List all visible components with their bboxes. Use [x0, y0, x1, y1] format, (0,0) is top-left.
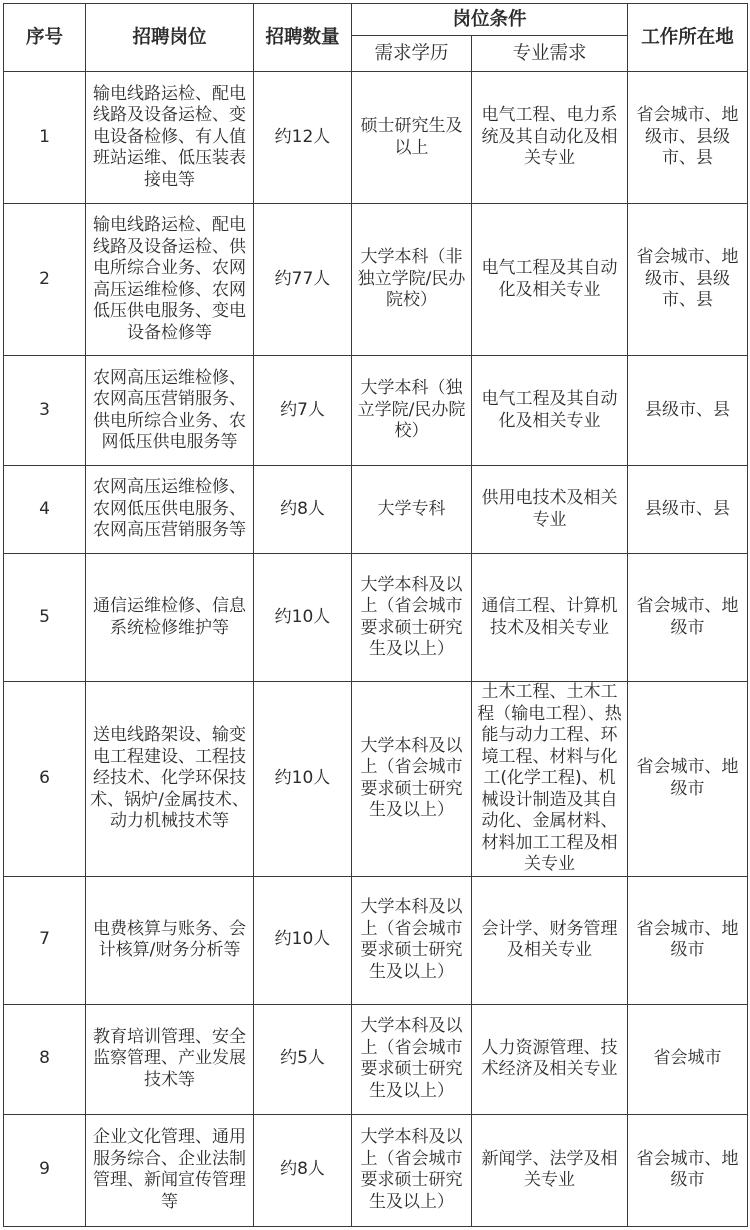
header-major: 专业需求	[472, 36, 628, 72]
cell-education: 大学本科及以上（省会城市要求硕士研究生及以上）	[352, 1114, 472, 1226]
cell-location: 县级市、县	[628, 466, 748, 554]
cell-position: 教育培训管理、安全监察管理、产业发展技术等	[86, 1004, 254, 1114]
header-education: 需求学历	[352, 36, 472, 72]
cell-position: 送电线路架设、输变电工程建设、工程技经技术、化学环保技术、锅炉/金属技术、动力机械技术等	[86, 682, 254, 877]
table-row	[4, 682, 748, 877]
cell-seq: 2	[4, 204, 86, 356]
header-seq: 序号	[4, 4, 86, 72]
cell-position: 电费核算与账务、会计核算/财务分析等	[86, 876, 254, 1004]
cell-count: 约8人	[254, 466, 352, 554]
cell-education: 大学专科	[352, 466, 472, 554]
cell-location: 省会城市、地级市	[628, 682, 748, 877]
table-row	[4, 1114, 748, 1226]
cell-position: 通信运维检修、信息系统检修维护等	[86, 554, 254, 682]
cell-position: 农网高压运维检修、农网高压营销服务、供电所综合业务、农网低压供电服务等	[86, 356, 254, 466]
cell-education: 大学本科（独立学院/民办院校）	[352, 356, 472, 466]
table-row	[4, 204, 748, 356]
cell-major: 通信工程、计算机技术及相关专业	[472, 554, 628, 682]
cell-position: 输电线路运检、配电线路及设备运检、供电所综合业务、农网高压运维检修、农网低压供电服务、变电设备检修等	[86, 204, 254, 356]
cell-major: 电气工程及其自动化及相关专业	[472, 356, 628, 466]
cell-position: 输电线路运检、配电线路及设备运检、变电设备检修、有人值班站运维、低压装表接电等	[86, 72, 254, 204]
header-location: 工作所在地	[628, 4, 748, 72]
cell-count: 约10人	[254, 554, 352, 682]
cell-seq: 8	[4, 1004, 86, 1114]
cell-count: 约8人	[254, 1114, 352, 1226]
table-row	[4, 72, 748, 204]
table-row	[4, 876, 748, 1004]
cell-seq: 7	[4, 876, 86, 1004]
cell-major: 土木工程、土木工程（输电工程）、热能与动力工程、环境工程、材料与化工(化学工程)、机械设计制造及其自动化、金属材料、材料加工工程及相关专业	[472, 682, 628, 877]
cell-education: 大学本科及以上（省会城市要求硕士研究生及以上）	[352, 876, 472, 1004]
table-row	[4, 356, 748, 466]
cell-major: 人力资源管理、技术经济及相关专业	[472, 1004, 628, 1114]
cell-count: 约10人	[254, 682, 352, 877]
table-row	[4, 1004, 748, 1114]
cell-position: 农网高压运维检修、农网低压供电服务、农网高压营销服务等	[86, 466, 254, 554]
cell-location: 省会城市、地级市、县级市、县	[628, 72, 748, 204]
cell-education: 大学本科及以上（省会城市要求硕士研究生及以上）	[352, 1004, 472, 1114]
cell-location: 省会城市、地级市	[628, 876, 748, 1004]
cell-seq: 9	[4, 1114, 86, 1226]
cell-major: 电气工程及其自动化及相关专业	[472, 204, 628, 356]
cell-seq: 5	[4, 554, 86, 682]
cell-major: 会计学、财务管理及相关专业	[472, 876, 628, 1004]
header-count: 招聘数量	[254, 4, 352, 72]
header-position: 招聘岗位	[86, 4, 254, 72]
cell-count: 约10人	[254, 876, 352, 1004]
cell-count: 约12人	[254, 72, 352, 204]
cell-seq: 4	[4, 466, 86, 554]
cell-count: 约7人	[254, 356, 352, 466]
cell-education: 大学本科及以上（省会城市要求硕士研究生及以上）	[352, 554, 472, 682]
cell-seq: 6	[4, 682, 86, 877]
cell-count: 约5人	[254, 1004, 352, 1114]
cell-seq: 1	[4, 72, 86, 204]
cell-major: 新闻学、法学及相关专业	[472, 1114, 628, 1226]
table-row	[4, 466, 748, 554]
cell-location: 省会城市、地级市、县级市、县	[628, 204, 748, 356]
cell-location: 省会城市、地级市	[628, 554, 748, 682]
cell-location: 省会城市、地级市	[628, 1114, 748, 1226]
cell-education: 大学本科及以上（省会城市要求硕士研究生及以上）	[352, 682, 472, 877]
cell-location: 省会城市	[628, 1004, 748, 1114]
cell-count: 约77人	[254, 204, 352, 356]
cell-seq: 3	[4, 356, 86, 466]
recruitment-table	[3, 3, 748, 1227]
cell-position: 企业文化管理、通用服务综合、企业法制管理、新闻宣传管理等	[86, 1114, 254, 1226]
cell-location: 县级市、县	[628, 356, 748, 466]
cell-education: 硕士研究生及以上	[352, 72, 472, 204]
cell-major: 电气工程、电力系统及其自动化及相关专业	[472, 72, 628, 204]
table-row	[4, 554, 748, 682]
cell-education: 大学本科（非独立学院/民办院校）	[352, 204, 472, 356]
cell-major: 供用电技术及相关专业	[472, 466, 628, 554]
header-conditions: 岗位条件	[352, 4, 628, 36]
